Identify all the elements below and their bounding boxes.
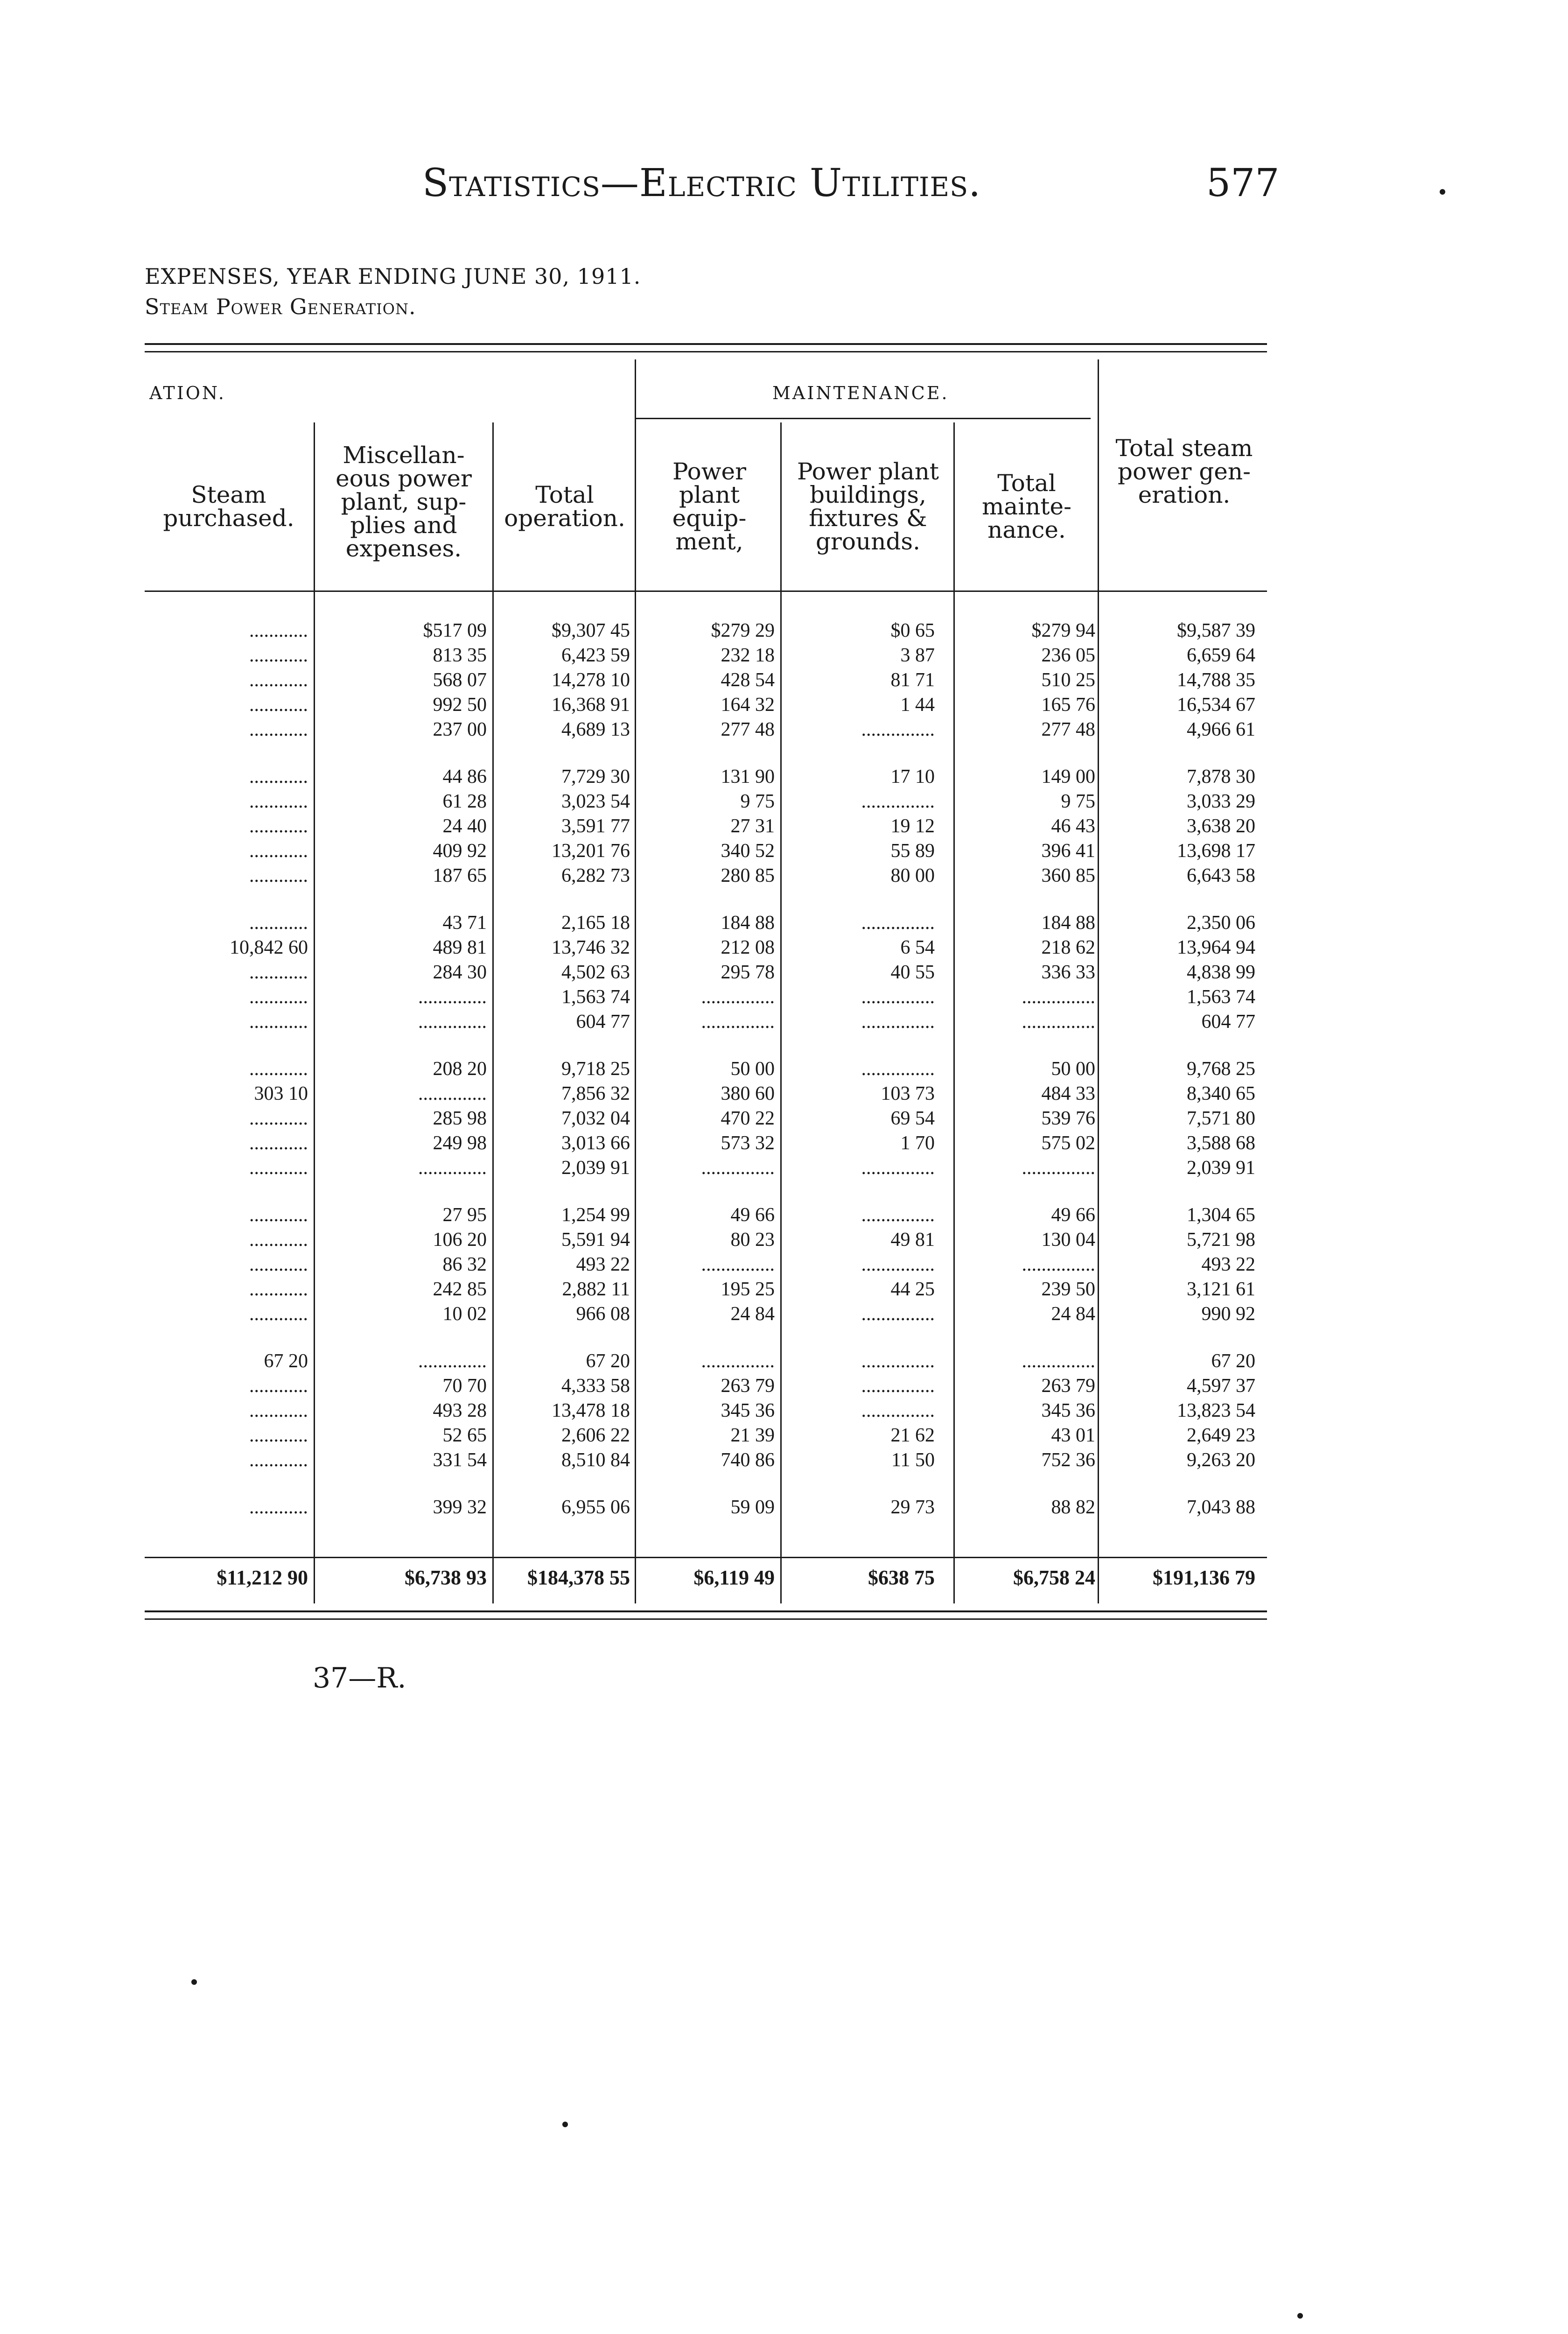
cell-total-maintenance: 752 36: [1041, 1449, 1095, 1471]
cell-power-plant-equipment: 9 75: [740, 791, 775, 812]
cell-power-plant-equipment: 740 86: [721, 1449, 775, 1471]
cell-total-operation: 14,278 10: [552, 669, 630, 691]
cell-steam-purchased: ............: [249, 815, 308, 837]
cell-total-operation: 604 77: [576, 1011, 630, 1033]
cell-total-operation: 2,882 11: [562, 1279, 630, 1300]
cell-steam-purchased: ............: [249, 1303, 308, 1325]
cell-power-plant-equipment: 573 32: [721, 1132, 775, 1154]
cell-power-plant-equipment: 131 90: [721, 766, 775, 787]
cell-power-plant-equipment: 184 88: [721, 912, 775, 934]
cell-misc-power-plant: 187 65: [433, 865, 487, 886]
table-row: [0, 1349, 1568, 1374]
totals-row: [0, 1564, 1568, 1592]
cell-total-steam-power-generation: 13,964 94: [1177, 937, 1255, 958]
table-row: [0, 911, 1568, 935]
cell-total-steam-power-generation: 8,340 65: [1187, 1083, 1255, 1104]
cell-misc-power-plant: 52 65: [442, 1425, 487, 1446]
cell-steam-purchased: ............: [249, 1400, 308, 1421]
cell-steam-purchased: ............: [249, 1108, 308, 1129]
cell-total-steam-power-generation: 1,563 74: [1187, 986, 1255, 1008]
cell-total-operation: 67 20: [586, 1350, 630, 1372]
total-steam-power-generation: $191,136 79: [1153, 1566, 1255, 1589]
cell-steam-purchased: ............: [249, 1011, 308, 1033]
table-row: [0, 1228, 1568, 1252]
table-row: [0, 1448, 1568, 1473]
cell-total-steam-power-generation: 3,033 29: [1187, 791, 1255, 812]
cell-power-plant-equipment: 49 66: [730, 1204, 775, 1226]
table-row: [0, 1399, 1568, 1423]
cell-total-maintenance: 43 01: [1051, 1425, 1095, 1446]
cell-misc-power-plant: 106 20: [433, 1229, 487, 1251]
cell-steam-purchased: ............: [249, 1254, 308, 1275]
cell-total-operation: 7,032 04: [561, 1108, 630, 1129]
cell-steam-purchased: 67 20: [264, 1350, 308, 1372]
cell-power-plant-buildings: 40 55: [890, 962, 935, 983]
total-power-plant-equipment: $6,119 49: [693, 1566, 775, 1589]
cell-power-plant-buildings: 80 00: [890, 865, 935, 886]
cell-misc-power-plant: ..............: [418, 1350, 487, 1372]
top-rule-2: [145, 351, 1267, 352]
cell-total-steam-power-generation: 9,768 25: [1187, 1058, 1255, 1080]
total-power-plant-buildings: $638 75: [868, 1566, 935, 1589]
cell-power-plant-equipment: 277 48: [721, 719, 775, 740]
cell-power-plant-equipment: ...............: [701, 986, 775, 1008]
cell-total-maintenance: 345 36: [1041, 1400, 1095, 1421]
cell-total-maintenance: 9 75: [1061, 791, 1095, 812]
cell-steam-purchased: ............: [249, 1132, 308, 1154]
table-row: [0, 765, 1568, 789]
cell-steam-purchased: ............: [249, 912, 308, 934]
cell-total-operation: 1,563 74: [561, 986, 630, 1008]
table-row: [0, 814, 1568, 839]
bottom-rule-1: [145, 1610, 1267, 1612]
col-header-power-plant-buildings: Power plant buildings, fixtures & grounds.: [797, 458, 939, 555]
cell-misc-power-plant: 489 81: [433, 937, 487, 958]
table-row: [0, 935, 1568, 960]
cell-total-operation: 3,023 54: [561, 791, 630, 812]
cell-power-plant-buildings: 19 12: [890, 815, 935, 837]
cell-steam-purchased: ............: [249, 1058, 308, 1080]
top-rule-1: [145, 343, 1267, 345]
cell-total-steam-power-generation: 13,698 17: [1177, 840, 1255, 862]
cell-total-steam-power-generation: 3,121 61: [1187, 1279, 1255, 1300]
total-steam-purchased: $11,212 90: [217, 1566, 308, 1589]
cell-total-steam-power-generation: 3,638 20: [1187, 815, 1255, 837]
cell-steam-purchased: ............: [249, 986, 308, 1008]
cell-steam-purchased: ............: [249, 840, 308, 862]
cell-steam-purchased: ............: [249, 694, 308, 716]
cell-total-operation: 3,591 77: [561, 815, 630, 837]
cell-total-operation: 966 08: [576, 1303, 630, 1325]
bottom-rule-2: [145, 1618, 1267, 1620]
cell-power-plant-buildings: 6 54: [900, 937, 935, 958]
table-row: [0, 1302, 1568, 1327]
total-maintenance: $6,758 24: [1013, 1566, 1095, 1589]
cell-steam-purchased: ............: [249, 1375, 308, 1397]
cell-steam-purchased: ............: [249, 1497, 308, 1518]
col-header-misc-power-plant: Miscellan- eous power plant, sup- plies and expenses.: [336, 442, 472, 562]
cell-misc-power-plant: 237 00: [433, 719, 487, 740]
cell-power-plant-equipment: 263 79: [721, 1375, 775, 1397]
cell-misc-power-plant: 86 32: [442, 1254, 487, 1275]
scan-speck: [191, 1979, 197, 1985]
cell-total-steam-power-generation: 493 22: [1201, 1254, 1255, 1275]
cell-power-plant-buildings: 11 50: [891, 1449, 935, 1471]
table-row: [0, 839, 1568, 864]
page-number: 577: [1206, 161, 1280, 205]
cell-total-operation: 493 22: [576, 1254, 630, 1275]
cell-power-plant-buildings: ...............: [861, 1204, 935, 1226]
cell-total-steam-power-generation: 4,838 99: [1187, 962, 1255, 983]
table-row: [0, 985, 1568, 1010]
col-header-total-steam-power: Total steam power gen- eration.: [1115, 435, 1253, 508]
cell-power-plant-equipment: ...............: [701, 1254, 775, 1275]
cell-misc-power-plant: 284 30: [433, 962, 487, 983]
cell-power-plant-buildings: 17 10: [890, 766, 935, 787]
cell-power-plant-buildings: 29 73: [890, 1497, 935, 1518]
cell-power-plant-equipment: 232 18: [721, 645, 775, 666]
cell-power-plant-equipment: 21 39: [730, 1425, 775, 1446]
cell-misc-power-plant: 24 40: [442, 815, 487, 837]
table-row: [0, 643, 1568, 668]
cell-total-maintenance: ...............: [1022, 986, 1095, 1008]
table-row: [0, 1252, 1568, 1277]
cell-total-maintenance: ...............: [1022, 1011, 1095, 1033]
col-header-total-maintenance: Total mainte- nance.: [982, 470, 1071, 543]
table-row: [0, 1106, 1568, 1131]
cell-total-operation: 2,039 91: [561, 1157, 630, 1179]
cell-steam-purchased: ............: [249, 1204, 308, 1226]
cell-total-maintenance: 149 00: [1041, 766, 1095, 787]
totals-top-rule: [145, 1557, 1267, 1558]
cell-total-maintenance: 49 66: [1051, 1204, 1095, 1226]
cell-power-plant-equipment: ...............: [701, 1011, 775, 1033]
cell-power-plant-buildings: ...............: [861, 1303, 935, 1325]
cell-power-plant-equipment: 50 00: [730, 1058, 775, 1080]
cell-power-plant-equipment: 470 22: [721, 1108, 775, 1129]
cell-total-operation: 9,718 25: [561, 1058, 630, 1080]
cell-steam-purchased: ............: [249, 766, 308, 787]
cell-total-operation: 4,689 13: [561, 719, 630, 740]
cell-misc-power-plant: 10 02: [442, 1303, 487, 1325]
cell-total-maintenance: 184 88: [1041, 912, 1095, 934]
scan-speck: [1440, 189, 1445, 195]
table-row: [0, 693, 1568, 717]
cell-steam-purchased: 10,842 60: [230, 937, 308, 958]
cell-total-maintenance: 88 82: [1051, 1497, 1095, 1518]
col-header-total-operation: Total operation.: [504, 481, 625, 532]
cell-steam-purchased: ............: [249, 1229, 308, 1251]
cell-power-plant-equipment: 164 32: [721, 694, 775, 716]
cell-steam-purchased: ............: [249, 791, 308, 812]
cell-total-maintenance: 484 33: [1041, 1083, 1095, 1104]
table-row: [0, 717, 1568, 742]
cell-misc-power-plant: 70 70: [442, 1375, 487, 1397]
table-row: [0, 1423, 1568, 1448]
table-row: [0, 960, 1568, 985]
cell-power-plant-equipment: 380 60: [721, 1083, 775, 1104]
cell-total-maintenance: $279 94: [1031, 620, 1095, 641]
cell-power-plant-buildings: ...............: [861, 719, 935, 740]
cell-power-plant-buildings: 1 70: [900, 1132, 935, 1154]
cell-power-plant-buildings: ...............: [861, 1375, 935, 1397]
cell-total-steam-power-generation: 3,588 68: [1187, 1132, 1255, 1154]
cell-power-plant-buildings: 55 89: [890, 840, 935, 862]
cell-total-operation: 1,254 99: [561, 1204, 630, 1226]
cell-power-plant-buildings: 49 81: [890, 1229, 935, 1251]
cell-total-steam-power-generation: 4,597 37: [1187, 1375, 1255, 1397]
cell-total-maintenance: 165 76: [1041, 694, 1095, 716]
cell-power-plant-buildings: 44 25: [890, 1279, 935, 1300]
cell-power-plant-buildings: 103 73: [881, 1083, 935, 1104]
table-row: [0, 619, 1568, 643]
cell-misc-power-plant: 992 50: [433, 694, 487, 716]
cell-misc-power-plant: 44 86: [442, 766, 487, 787]
table-row: [0, 1495, 1568, 1520]
cell-power-plant-buildings: ...............: [861, 1157, 935, 1179]
table-row: [0, 789, 1568, 814]
total-misc-power-plant: $6,738 93: [405, 1566, 487, 1589]
table-row: [0, 1082, 1568, 1106]
table-row: [0, 1374, 1568, 1399]
cell-misc-power-plant: 813 35: [433, 645, 487, 666]
cell-power-plant-equipment: 212 08: [721, 937, 775, 958]
cell-total-operation: 13,746 32: [552, 937, 630, 958]
cell-total-steam-power-generation: 14,788 35: [1177, 669, 1255, 691]
cell-total-operation: 2,606 22: [561, 1425, 630, 1446]
cell-total-steam-power-generation: 2,649 23: [1187, 1425, 1255, 1446]
cell-power-plant-equipment: 280 85: [721, 865, 775, 886]
scan-speck: [1297, 2313, 1303, 2319]
cell-misc-power-plant: 43 71: [442, 912, 487, 934]
cell-total-steam-power-generation: 990 92: [1201, 1303, 1255, 1325]
cell-total-steam-power-generation: 7,571 80: [1187, 1108, 1255, 1129]
cell-power-plant-buildings: ...............: [861, 1011, 935, 1033]
cell-total-steam-power-generation: 2,350 06: [1187, 912, 1255, 934]
cell-total-steam-power-generation: 6,643 58: [1187, 865, 1255, 886]
cell-steam-purchased: ............: [249, 669, 308, 691]
cell-misc-power-plant: 61 28: [442, 791, 487, 812]
cell-total-maintenance: 130 04: [1041, 1229, 1095, 1251]
cell-steam-purchased: ............: [249, 1449, 308, 1471]
total-operation: $184,378 55: [527, 1566, 630, 1589]
cell-total-maintenance: ...............: [1022, 1350, 1095, 1372]
col-header-power-plant-equipment: Power plant equip- ment,: [672, 458, 747, 555]
cell-total-steam-power-generation: 604 77: [1201, 1011, 1255, 1033]
cell-steam-purchased: ............: [249, 962, 308, 983]
cell-total-maintenance: 277 48: [1041, 719, 1095, 740]
cell-total-operation: 8,510 84: [561, 1449, 630, 1471]
col-header-steam-purchased: Steam purchased.: [163, 481, 294, 532]
cell-steam-purchased: ............: [249, 865, 308, 886]
cell-power-plant-buildings: ...............: [861, 1058, 935, 1080]
cell-total-steam-power-generation: 16,534 67: [1177, 694, 1255, 716]
cell-power-plant-equipment: 428 54: [721, 669, 775, 691]
cell-total-steam-power-generation: $9,587 39: [1177, 620, 1255, 641]
cell-power-plant-buildings: ...............: [861, 1254, 935, 1275]
cell-total-operation: 13,478 18: [552, 1400, 630, 1421]
cell-misc-power-plant: ..............: [418, 1011, 487, 1033]
cell-misc-power-plant: 208 20: [433, 1058, 487, 1080]
cell-power-plant-equipment: $279 29: [711, 620, 775, 641]
cell-misc-power-plant: 409 92: [433, 840, 487, 862]
cell-total-maintenance: 510 25: [1041, 669, 1095, 691]
table-row: [0, 668, 1568, 693]
table-subheading: Steam Power Generation.: [145, 294, 416, 319]
cell-misc-power-plant: ..............: [418, 986, 487, 1008]
cell-total-maintenance: 396 41: [1041, 840, 1095, 862]
table-row: [0, 864, 1568, 888]
cell-power-plant-buildings: ...............: [861, 1400, 935, 1421]
cell-power-plant-equipment: 195 25: [721, 1279, 775, 1300]
cell-total-steam-power-generation: 67 20: [1211, 1350, 1255, 1372]
table-row: [0, 1131, 1568, 1156]
cell-total-operation: 7,729 30: [561, 766, 630, 787]
table-heading: EXPENSES, YEAR ENDING JUNE 30, 1911.: [145, 264, 641, 289]
table-row: [0, 1057, 1568, 1082]
cell-misc-power-plant: ..............: [418, 1083, 487, 1104]
table-body: [0, 619, 1568, 1520]
cell-total-operation: 6,282 73: [561, 865, 630, 886]
cell-power-plant-buildings: ...............: [861, 986, 935, 1008]
cell-total-maintenance: 236 05: [1041, 645, 1095, 666]
cell-power-plant-buildings: 69 54: [890, 1108, 935, 1129]
cell-misc-power-plant: 399 32: [433, 1497, 487, 1518]
cell-misc-power-plant: 331 54: [433, 1449, 487, 1471]
cell-total-maintenance: 539 76: [1041, 1108, 1095, 1129]
cell-misc-power-plant: 493 28: [433, 1400, 487, 1421]
cell-total-steam-power-generation: 6,659 64: [1187, 645, 1255, 666]
table-row: [0, 1277, 1568, 1302]
cell-power-plant-equipment: ...............: [701, 1157, 775, 1179]
cell-total-steam-power-generation: 2,039 91: [1187, 1157, 1255, 1179]
cell-power-plant-equipment: 340 52: [721, 840, 775, 862]
cell-power-plant-buildings: 3 87: [900, 645, 935, 666]
cell-steam-purchased: ............: [249, 645, 308, 666]
cell-total-maintenance: 218 62: [1041, 937, 1095, 958]
cell-total-maintenance: ...............: [1022, 1254, 1095, 1275]
cell-total-maintenance: 575 02: [1041, 1132, 1095, 1154]
cell-total-steam-power-generation: 1,304 65: [1187, 1204, 1255, 1226]
cell-total-operation: 6,955 06: [561, 1497, 630, 1518]
cell-total-steam-power-generation: 13,823 54: [1177, 1400, 1255, 1421]
cell-steam-purchased: 303 10: [254, 1083, 308, 1104]
cell-power-plant-buildings: ...............: [861, 791, 935, 812]
cell-power-plant-buildings: 21 62: [890, 1425, 935, 1446]
scan-speck: [562, 2122, 568, 2127]
cell-total-steam-power-generation: 4,966 61: [1187, 719, 1255, 740]
cell-total-operation: 5,591 94: [561, 1229, 630, 1251]
group-label-operation: ATION.: [149, 383, 226, 403]
cell-steam-purchased: ............: [249, 1279, 308, 1300]
cell-misc-power-plant: 27 95: [442, 1204, 487, 1226]
cell-misc-power-plant: 568 07: [433, 669, 487, 691]
cell-total-steam-power-generation: 5,721 98: [1187, 1229, 1255, 1251]
cell-total-operation: 3,013 66: [561, 1132, 630, 1154]
cell-power-plant-buildings: $0 65: [890, 620, 935, 641]
cell-power-plant-equipment: 27 31: [730, 815, 775, 837]
cell-total-maintenance: 360 85: [1041, 865, 1095, 886]
table-row: [0, 1156, 1568, 1181]
cell-steam-purchased: ............: [249, 1157, 308, 1179]
cell-total-operation: 7,856 32: [561, 1083, 630, 1104]
maintenance-group-rule: [636, 418, 1091, 419]
cell-total-maintenance: 239 50: [1041, 1279, 1095, 1300]
cell-total-steam-power-generation: 9,263 20: [1187, 1449, 1255, 1471]
cell-power-plant-equipment: 80 23: [730, 1229, 775, 1251]
cell-misc-power-plant: ..............: [418, 1157, 487, 1179]
cell-total-operation: 4,502 63: [561, 962, 630, 983]
cell-power-plant-equipment: 295 78: [721, 962, 775, 983]
cell-power-plant-equipment: 24 84: [730, 1303, 775, 1325]
cell-power-plant-equipment: 345 36: [721, 1400, 775, 1421]
cell-total-operation: 13,201 76: [552, 840, 630, 862]
cell-misc-power-plant: $517 09: [423, 620, 487, 641]
table-row: [0, 1010, 1568, 1034]
cell-steam-purchased: ............: [249, 1425, 308, 1446]
cell-total-operation: 2,165 18: [561, 912, 630, 934]
cell-total-maintenance: ...............: [1022, 1157, 1095, 1179]
cell-power-plant-equipment: 59 09: [730, 1497, 775, 1518]
cell-misc-power-plant: 285 98: [433, 1108, 487, 1129]
cell-total-maintenance: 46 43: [1051, 815, 1095, 837]
running-head: Statistics—Electric Utilities.: [422, 161, 981, 205]
cell-misc-power-plant: 242 85: [433, 1279, 487, 1300]
cell-power-plant-buildings: ...............: [861, 1350, 935, 1372]
cell-total-maintenance: 263 79: [1041, 1375, 1095, 1397]
table-row: [0, 1203, 1568, 1228]
cell-total-operation: 16,368 91: [552, 694, 630, 716]
cell-total-operation: $9,307 45: [552, 620, 630, 641]
group-label-maintenance: MAINTENANCE.: [772, 383, 949, 403]
cell-misc-power-plant: 249 98: [433, 1132, 487, 1154]
cell-steam-purchased: ............: [249, 719, 308, 740]
cell-steam-purchased: ............: [249, 620, 308, 641]
cell-total-maintenance: 336 33: [1041, 962, 1095, 983]
cell-power-plant-buildings: ...............: [861, 912, 935, 934]
cell-total-maintenance: 50 00: [1051, 1058, 1095, 1080]
cell-total-operation: 4,333 58: [561, 1375, 630, 1397]
cell-power-plant-buildings: 81 71: [890, 669, 935, 691]
cell-total-operation: 6,423 59: [561, 645, 630, 666]
cell-total-steam-power-generation: 7,878 30: [1187, 766, 1255, 787]
signature-mark: 37—R.: [313, 1662, 406, 1694]
cell-power-plant-equipment: ...............: [701, 1350, 775, 1372]
cell-total-maintenance: 24 84: [1051, 1303, 1095, 1325]
cell-total-steam-power-generation: 7,043 88: [1187, 1497, 1255, 1518]
cell-power-plant-buildings: 1 44: [900, 694, 935, 716]
